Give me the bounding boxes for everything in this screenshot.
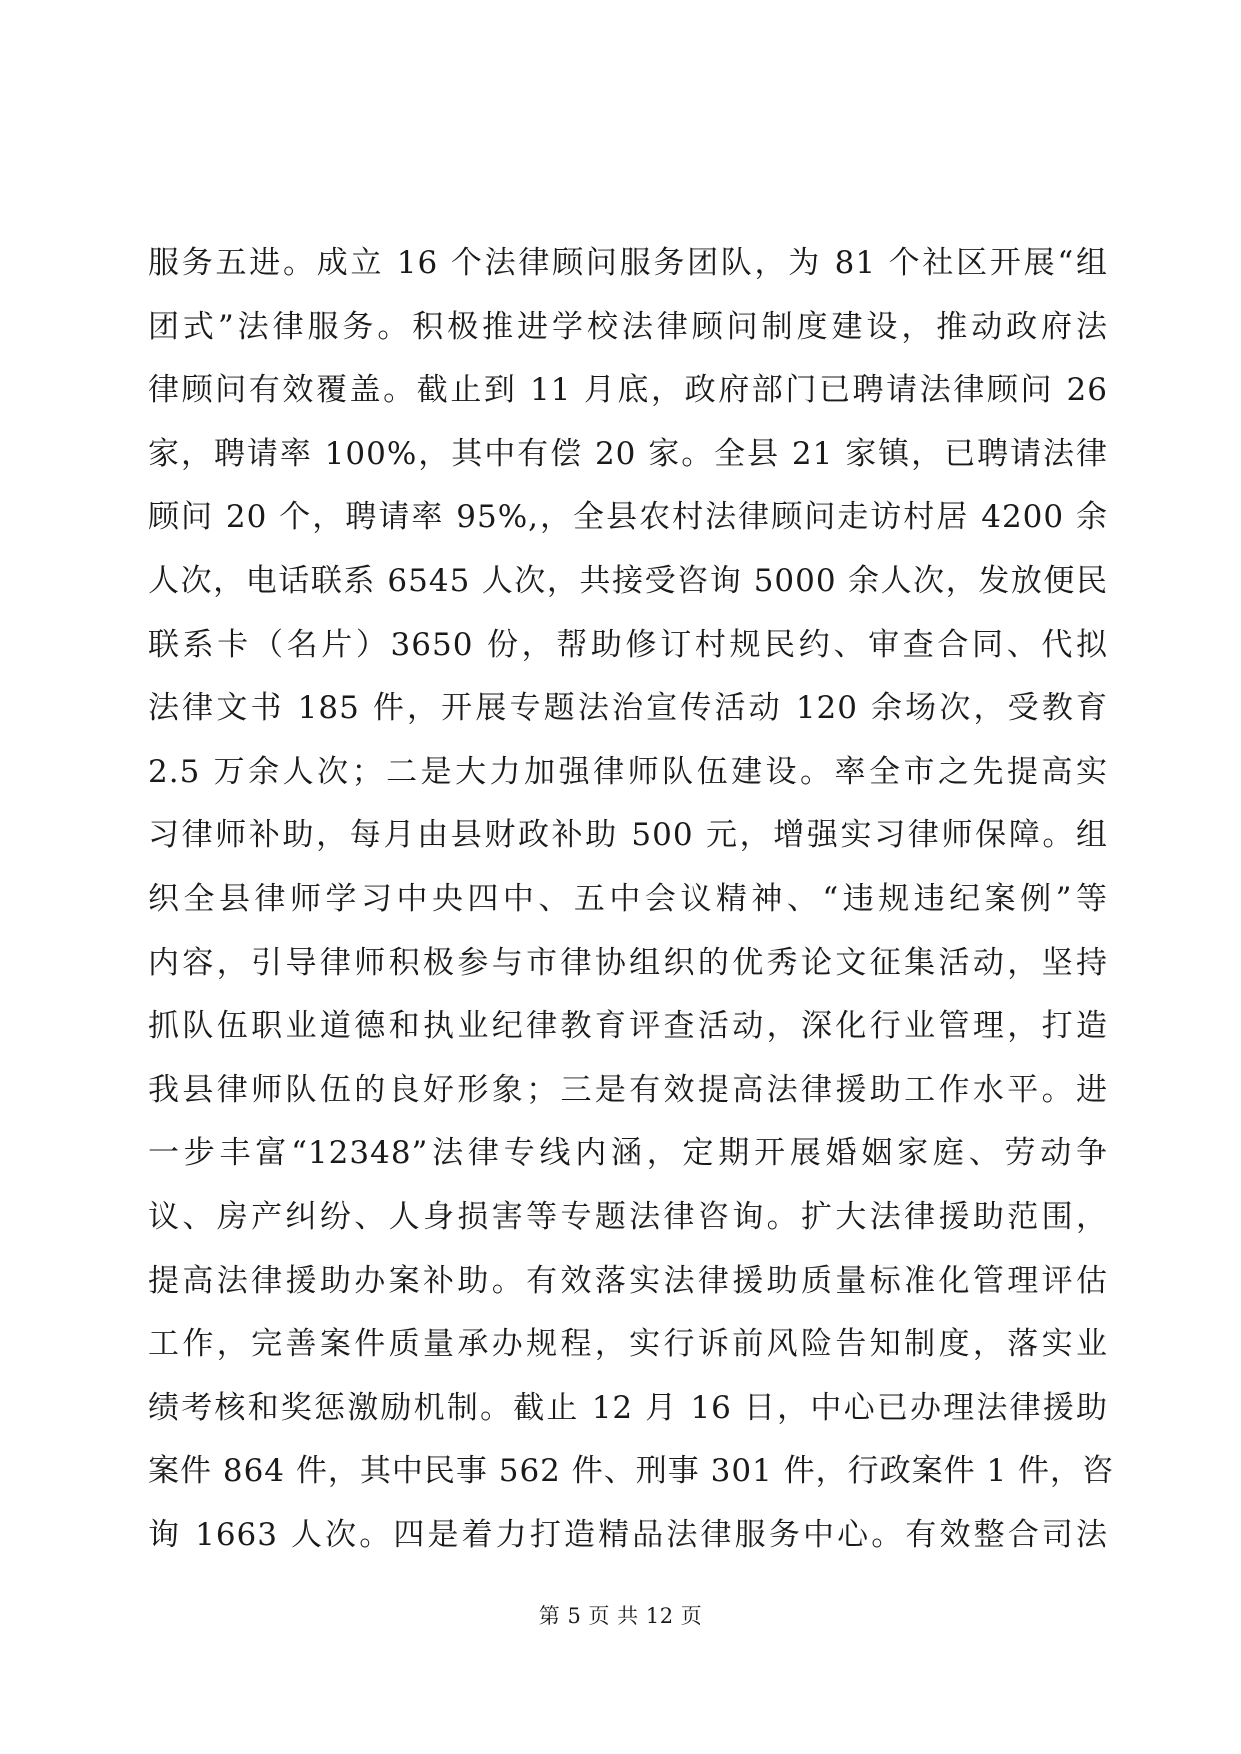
text-line-5: 顾问 20 个，聘请率 95%,，全县农村法律顾问走访村居 4200 余 [148, 499, 1108, 536]
text-line-13: 抓队伍职业道德和执业纪律教育评查活动，深化行业管理，打造 [148, 1008, 1108, 1045]
text-line-11: 织全县律师学习中央四中、五中会议精神、“违规违纪案例”等 [148, 880, 1108, 917]
text-line-16: 议、房产纠纷、人身损害等专题法律咨询。扩大法律援助范围， [148, 1198, 1108, 1235]
text-line-20: 案件 864 件，其中民事 562 件、刑事 301 件，行政案件 1 件，咨 [148, 1453, 1115, 1490]
text-line-12: 内容，引导律师积极参与市律协组织的优秀论文征集活动，坚持 [148, 944, 1108, 981]
text-line-4: 家，聘请率 100%，其中有偿 20 家。全县 21 家镇，已聘请法律 [148, 435, 1108, 472]
text-line-21: 询 1663 人次。四是着力打造精品法律服务中心。有效整合司法 [148, 1516, 1108, 1553]
page-number: 第 5 页 共 12 页 [538, 1604, 703, 1628]
text-line-9: 2.5 万余人次；二是大力加强律师队伍建设。率全市之先提高实 [148, 753, 1108, 790]
text-line-17: 提高法律援助办案补助。有效落实法律援助质量标准化管理评估 [148, 1262, 1108, 1299]
text-line-19: 绩考核和奖惩激励机制。截止 12 月 16 日，中心已办理法律援助 [148, 1389, 1108, 1426]
text-line-18: 工作，完善案件质量承办规程，实行诉前风险告知制度，落实业 [148, 1326, 1108, 1363]
text-line-2: 团式”法律服务。积极推进学校法律顾问制度建设，推动政府法 [148, 308, 1108, 345]
text-line-1: 服务五进。成立 16 个法律顾问服务团队，为 81 个社区开展“组 [148, 245, 1108, 281]
text-line-15: 一步丰富“12348”法律专线内涵，定期开展婚姻家庭、劳动争 [148, 1135, 1108, 1172]
text-line-6: 人次，电话联系 6545 人次，共接受咨询 5000 余人次，发放便民 [148, 562, 1108, 599]
page-footer [0, 1600, 1241, 1630]
text-line-14: 我县律师队伍的良好形象；三是有效提高法律援助工作水平。进 [148, 1071, 1108, 1108]
text-line-7: 联系卡（名片）3650 份，帮助修订村规民约、审查合同、代拟 [148, 626, 1108, 663]
text-line-3: 律顾问有效覆盖。截止到 11 月底，政府部门已聘请法律顾问 26 [148, 372, 1108, 409]
text-line-10: 习律师补助，每月由县财政补助 500 元，增强实习律师保障。组 [148, 817, 1108, 854]
text-line-8: 法律文书 185 件，开展专题法治宣传活动 120 余场次，受教育 [148, 690, 1108, 727]
body-text [148, 232, 1115, 1567]
